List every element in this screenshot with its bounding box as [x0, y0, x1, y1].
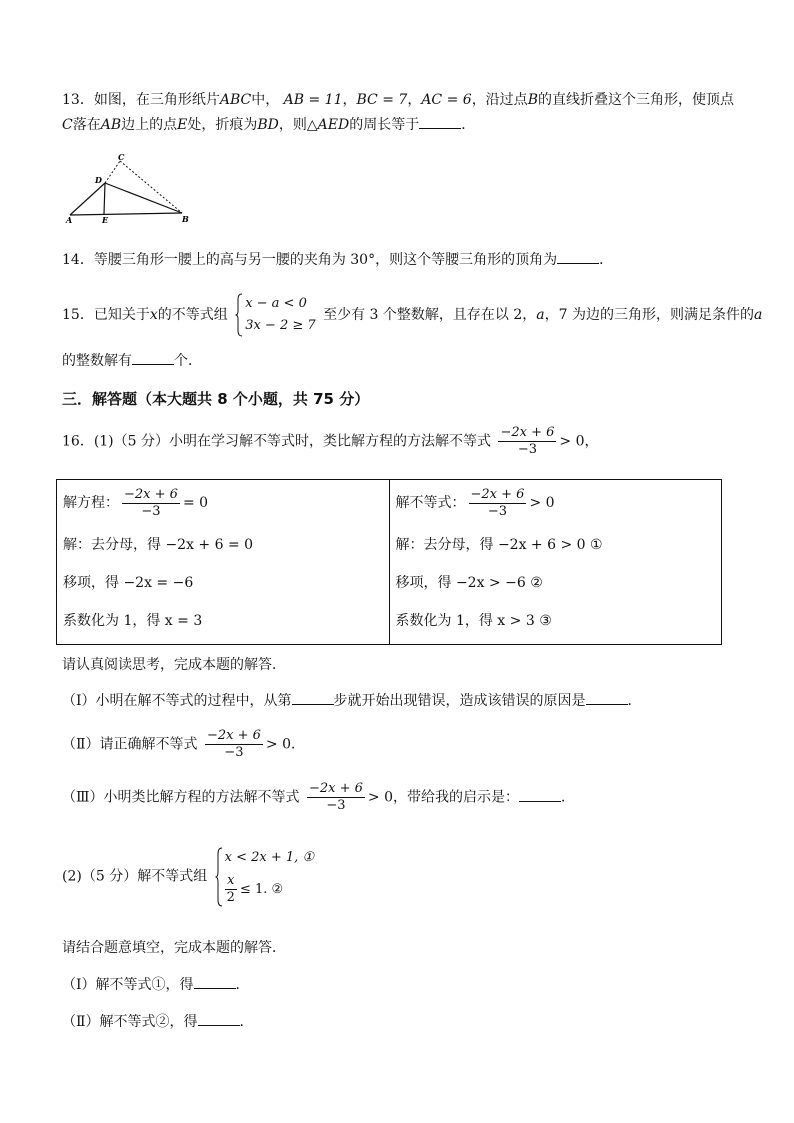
segment-ad	[70, 183, 105, 215]
fill-2: （Ⅱ）解不等式②，得 ．	[62, 1011, 732, 1033]
part-2: （Ⅱ）请正确解不等式 $\frac{-2x + 6}{-3}$ > 0．	[62, 728, 305, 760]
label-e: E	[102, 215, 109, 225]
question-15-line-2: 的整数解有 个．	[62, 350, 732, 372]
label-d: D	[95, 175, 102, 185]
inequality-system: x − a < 0 3x − 2 ≥ 7	[235, 293, 315, 337]
equation-column: 解方程： $\frac{-2x + 6}{-3}$ = 0 解：去分母，得 −2x + 6 = 0 移项，得 −2x = −6 系数化为 1，得 x = 3	[57, 480, 390, 645]
segment-dc	[105, 161, 120, 183]
question-14: 14．等腰三角形一腰上的高与另一腰的夹角为 30°，则这个等腰三角形的顶角为 ．	[62, 249, 732, 271]
part-1: （Ⅰ）小明在解不等式的过程中，从第 步就开始出现错误，造成该错误的原因是 ．	[62, 690, 732, 712]
inequality-system: x < 2x + 1, ① $\frac{x}{2}$ ≤ 1. ②	[215, 847, 314, 906]
q13-line-1: 13．如图，在三角形纸片ABC中， AB = 11，BC = 7，AC = 6，沿过点B的直线折叠这个三角形，使顶点	[62, 92, 734, 108]
segment-ab	[70, 213, 182, 215]
fill-1: （Ⅰ）解不等式①，得 ．	[62, 974, 732, 996]
instruction-text: 请认真阅读思考，完成本题的解答．	[62, 657, 286, 673]
answer-blank[interactable]	[557, 249, 599, 264]
question-15: 15．已知关于x的不等式组 x − a < 0 3x − 2 ≥ 7 至少有 3 个整数解，且存在以 2，a，7 为边的三角形，则满足条件的a	[62, 293, 732, 337]
fraction: $\frac{-2x + 6}{-3}$	[500, 425, 555, 457]
question-13	[62, 89, 732, 136]
inequality-column: 解不等式： $\frac{-2x + 6}{-3}$ > 0 解：去分母，得 −2x + 6 > 0 ① 移项，得 −2x > −6 ② 系数化为 1，得 x > 3 ③	[389, 480, 722, 645]
part-3: （Ⅲ）小明类比解方程的方法解不等式 $\frac{-2x + 6}{-3}$ > 0，带给我的启示是： ．	[62, 781, 575, 813]
answer-blank[interactable]	[198, 1011, 240, 1026]
segment-de	[104, 183, 105, 214]
question-16-intro: 16．(1)（5 分）小明在学习解不等式时，类比解方程的方法解不等式 $\frac{-2x + 6}{-3}$ > 0，	[62, 425, 599, 457]
brace-icon	[235, 293, 243, 337]
answer-blank[interactable]	[194, 974, 236, 989]
label-b: B	[182, 214, 189, 224]
label-a: A	[66, 215, 73, 225]
segment-cb	[120, 161, 182, 213]
answer-blank[interactable]	[419, 114, 461, 129]
section-3-heading: 三．解答题（本大题共 8 个小题，共 75 分）	[62, 390, 370, 408]
triangle-figure	[62, 152, 202, 226]
fill-instruction: 请结合题意填空，完成本题的解答．	[62, 940, 286, 956]
segment-db	[105, 183, 182, 213]
question-16-part-2: (2)（5 分）解不等式组 x < 2x + 1, ① $\frac{x}{2}$ ≤ 1. ②	[62, 847, 732, 906]
q13-line-2: C落在AB边上的点E处，折痕为BD，则△AED的周长等于 ．	[62, 114, 732, 136]
comparison-table	[56, 479, 722, 645]
answer-blank[interactable]	[586, 690, 628, 705]
answer-blank[interactable]	[519, 787, 561, 802]
answer-blank[interactable]	[132, 350, 174, 365]
answer-blank[interactable]	[292, 690, 334, 705]
brace-icon	[215, 847, 223, 907]
label-c: C	[118, 152, 125, 162]
